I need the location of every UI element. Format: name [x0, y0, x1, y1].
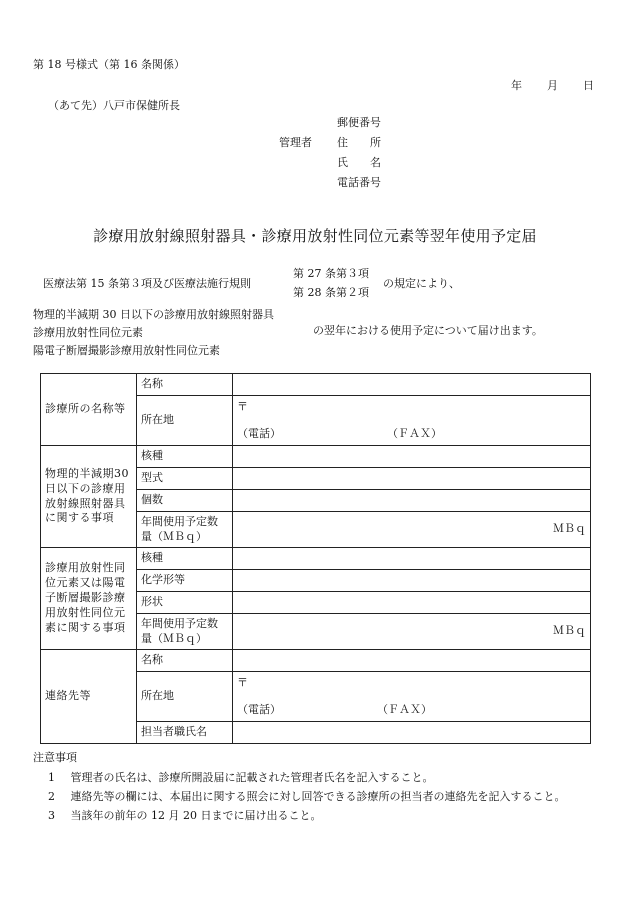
contact-location-field[interactable]	[233, 672, 591, 722]
isotope-nuclide-label: 核種	[137, 548, 233, 570]
device-nuclide-label: 核種	[137, 446, 233, 468]
item-2: 診療用放射性同位元素	[33, 326, 143, 339]
device-model-label: 型式	[137, 468, 233, 490]
isotope-chemical-form-field[interactable]	[233, 570, 591, 592]
contact-person-label: 担当者職氏名	[137, 722, 233, 744]
contact-phone-label: （電話）	[237, 702, 281, 716]
law-article-1: 第 27 条第３項	[293, 267, 369, 280]
law-prefix: 医療法第 15 条第３項及び医療法施行規則	[43, 277, 251, 290]
contact-contact-line	[237, 703, 586, 718]
device-nuclide-field[interactable]	[233, 446, 591, 468]
form-number: 第 18 号様式（第 16 条関係）	[33, 58, 185, 71]
note-text: 連絡先等の欄には、本届出に関する照会に対し回答できる診療所の担当者の連絡先を記入すること。	[70, 790, 566, 803]
contact-name-label: 名称	[137, 650, 233, 672]
contact-person-field[interactable]	[233, 722, 591, 744]
clinic-location-field[interactable]	[233, 396, 591, 446]
device-model-field[interactable]	[233, 468, 591, 490]
note-item	[48, 807, 321, 823]
isotope-section-label: 診療用放射性同位元素又は陽電子断層撮影診療用放射性同位元素に関する事項	[41, 548, 137, 650]
addressee: （あて先）八戸市保健所長	[48, 99, 180, 112]
isotope-chemical-form-label: 化学形等	[137, 570, 233, 592]
isotope-unit: ＭＢｑ	[553, 624, 586, 638]
clinic-name-label: 名称	[137, 374, 233, 396]
manager-postal-label: 郵便番号	[337, 116, 381, 129]
device-section-label: 物理的半減期30日以下の診療用放射線照射器具に関する事項	[41, 446, 137, 548]
clinic-zip-mark: 〒	[237, 399, 248, 413]
contact-fax-label: （ＦＡＸ）	[377, 702, 432, 716]
device-annual-quantity-field[interactable]	[233, 512, 591, 548]
items-suffix: の翌年における使用予定について届け出ます。	[313, 324, 543, 337]
notification-table	[40, 373, 591, 744]
page-title: 診療用放射線照射器具・診療用放射性同位元素等翌年使用予定届	[93, 227, 537, 245]
clinic-contact-line	[237, 427, 586, 442]
manager-address-label: 住 所	[337, 136, 381, 149]
device-count-label: 個数	[137, 490, 233, 512]
item-3: 陽電子断層撮影診療用放射性同位元素	[33, 344, 220, 357]
isotope-shape-label: 形状	[137, 592, 233, 614]
clinic-phone-label: （電話）	[237, 426, 281, 440]
device-annual-quantity-label: 年間使用予定数量（ＭＢｑ）	[137, 512, 233, 548]
law-article-2: 第 28 条第２項	[293, 286, 369, 299]
note-number: 3	[48, 809, 55, 822]
clinic-section-label: 診療所の名称等	[41, 374, 137, 446]
manager-label: 管理者	[279, 136, 312, 149]
note-text: 管理者の氏名は、診療所開設届に記載された管理者氏名を記入すること。	[70, 771, 434, 784]
isotope-annual-quantity-field[interactable]	[233, 614, 591, 650]
contact-location-label: 所在地	[137, 672, 233, 722]
isotope-annual-quantity-label: 年間使用予定数量（ＭＢｑ）	[137, 614, 233, 650]
contact-name-field[interactable]	[233, 650, 591, 672]
contact-section-label: 連絡先等	[41, 650, 137, 744]
isotope-shape-field[interactable]	[233, 592, 591, 614]
note-number: 2	[48, 790, 55, 803]
manager-name-label: 氏 名	[337, 156, 381, 169]
manager-phone-label: 電話番号	[337, 176, 381, 189]
contact-zip-mark: 〒	[237, 675, 248, 689]
device-count-field[interactable]	[233, 490, 591, 512]
item-1: 物理的半減期 30 日以下の診療用放射線照射器具	[33, 308, 274, 321]
date-line: 年 月 日	[511, 79, 595, 92]
clinic-name-field[interactable]	[233, 374, 591, 396]
note-number: 1	[48, 771, 55, 784]
clinic-fax-label: （ＦＡＸ）	[387, 426, 442, 440]
notes-heading: 注意事項	[33, 751, 77, 764]
note-text: 当該年の前年の 12 月 20 日までに届け出ること。	[70, 809, 322, 822]
clinic-location-label: 所在地	[137, 396, 233, 446]
note-item	[48, 788, 566, 804]
isotope-nuclide-field[interactable]	[233, 548, 591, 570]
note-item	[48, 769, 434, 785]
device-unit: ＭＢｑ	[553, 522, 586, 536]
law-suffix: の規定により、	[383, 277, 460, 290]
